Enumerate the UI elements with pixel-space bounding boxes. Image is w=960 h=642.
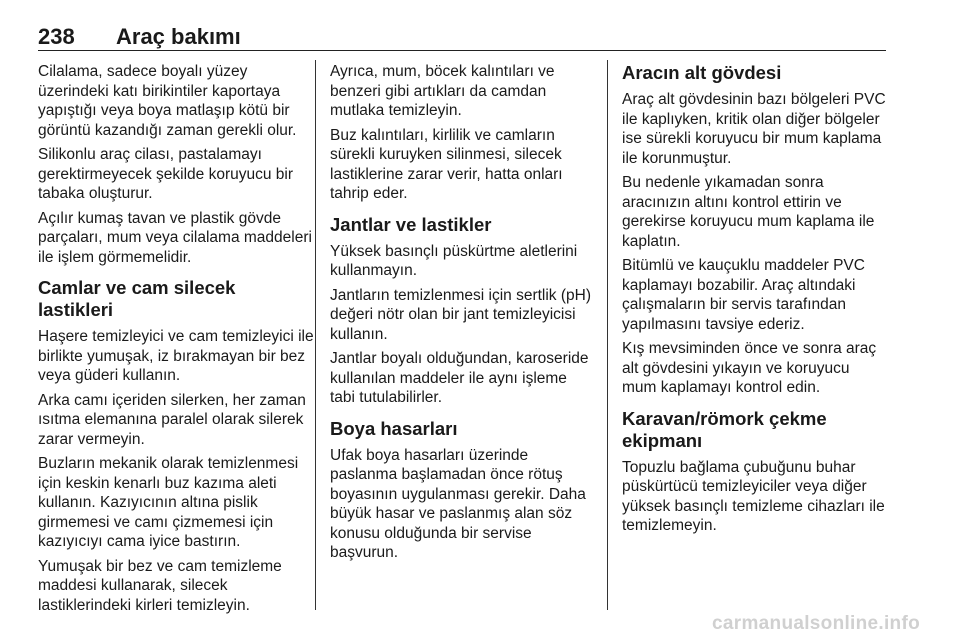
column-middle <box>330 62 596 568</box>
paragraph: Cilalama, sadece boyalı yüzey üzerindeki katı birikintiler kaportaya yapıştığı veya boya matlaşıp kötü bir görüntü kazandığı zaman gerekli olur. <box>38 63 297 139</box>
page-number: 238 <box>38 24 75 49</box>
paragraph: Buzların mekanik olarak temizlenmesi için keskin kenarlı buz kazıma aleti kullanın. Kazıyıcının altına pislik girmemesi ve camı çizmemesi için kazıyıcıyı cama iyice bastırın. <box>38 455 299 550</box>
paragraph: Jantlar boyalı olduğundan, karoseride kullanılan maddeler ile aynı işleme tabi tutulabilirler. <box>330 350 589 406</box>
watermark: carmanualsonline.info <box>712 613 920 634</box>
paragraph: Bu nedenle yıkamadan sonra aracınızın altını kontrol ettirin ve gerekirse koruyucu mum kaplama ile kaplatın. <box>622 174 875 250</box>
paragraph: Yumuşak bir bez ve cam temizleme maddesi kullanarak, silecek lastiklerindeki kirleri temizleyin. <box>38 557 282 614</box>
paragraph: Bitümlü ve kauçuklu maddeler PVC kaplamayı bozabilir. Araç altındaki çalışmaların bir servis tarafından yapılmasını tavsiye ederiz. <box>622 257 865 333</box>
paragraph: Arka camı içeriden silerken, her zaman ısıtma elemanına paralel olarak silerek zarar vermeyin. <box>38 391 306 448</box>
paragraph: Buz kalıntıları, kirlilik ve camların sürekli kuruyken silinmesi, silecek lastiklerine zarar verir, hatta onları tahrip eder. <box>330 126 563 202</box>
paragraph: Kış mevsiminden önce ve sonra araç alt gövdesini yıkayın ve koruyucu mum kaplamayı kontrol edin. <box>622 340 877 396</box>
paragraph: Haşere temizleyici ve cam temizleyici ile birlikte yumuşak, iz bırakmayan bir bez veya güderi kullanın. <box>38 328 314 384</box>
paragraph: Araç alt gövdesinin bazı bölgeleri PVC ile kaplıyken, kritik olan diğer bölgeler ise sürekli koruyucu bir mum kaplama ile korunmuştur. <box>622 91 886 167</box>
section-heading: Jantlar ve lastikler <box>330 213 492 235</box>
paragraph: Yüksek basınçlı püskürtme aletlerini kullanmayın. <box>330 242 578 279</box>
paragraph: Açılır kumaş tavan ve plastik gövde parçaları, mum veya cilalama maddeleri ile işlem görmemelidir. <box>38 209 312 266</box>
chapter-title: Araç bakımı <box>116 24 241 49</box>
section-heading: Aracın alt gövdesi <box>622 62 782 83</box>
section-heading: Camlar ve cam silecek lastikleri <box>38 277 236 320</box>
paragraph: Ufak boya hasarları üzerinde paslanma başlamadan önce rötuş boyasının uygulanması gerekir. Daha büyük hasar ve paslanmış alan söz konusu olduğunda bir servise başvurun. <box>330 446 586 561</box>
column-left <box>38 62 314 620</box>
column-divider <box>607 60 608 610</box>
paragraph: Silikonlu araç cilası, pastalamayı gerektirmeyecek şekilde koruyucu bir tabaka oluşturur. <box>38 146 293 202</box>
paragraph: Jantların temizlenmesi için sertlik (pH) değeri nötr olan bir jant temizleyicisi kullanın. <box>330 286 591 343</box>
section-heading: Boya hasarları <box>330 417 458 439</box>
paragraph: Topuzlu bağlama çubuğunu buhar püskürtücü temizleyiciler veya diğer yüksek basınçlı temizleme cihazları ile temizlemeyin. <box>622 458 885 534</box>
column-divider <box>315 60 316 610</box>
page-header <box>38 24 886 51</box>
column-right <box>622 62 888 541</box>
section-heading: Karavan/römork çekme ekipmanı <box>622 407 827 451</box>
paragraph: Ayrıca, mum, böcek kalıntıları ve benzeri gibi artıkları da camdan mutlaka temizleyin. <box>330 63 555 119</box>
